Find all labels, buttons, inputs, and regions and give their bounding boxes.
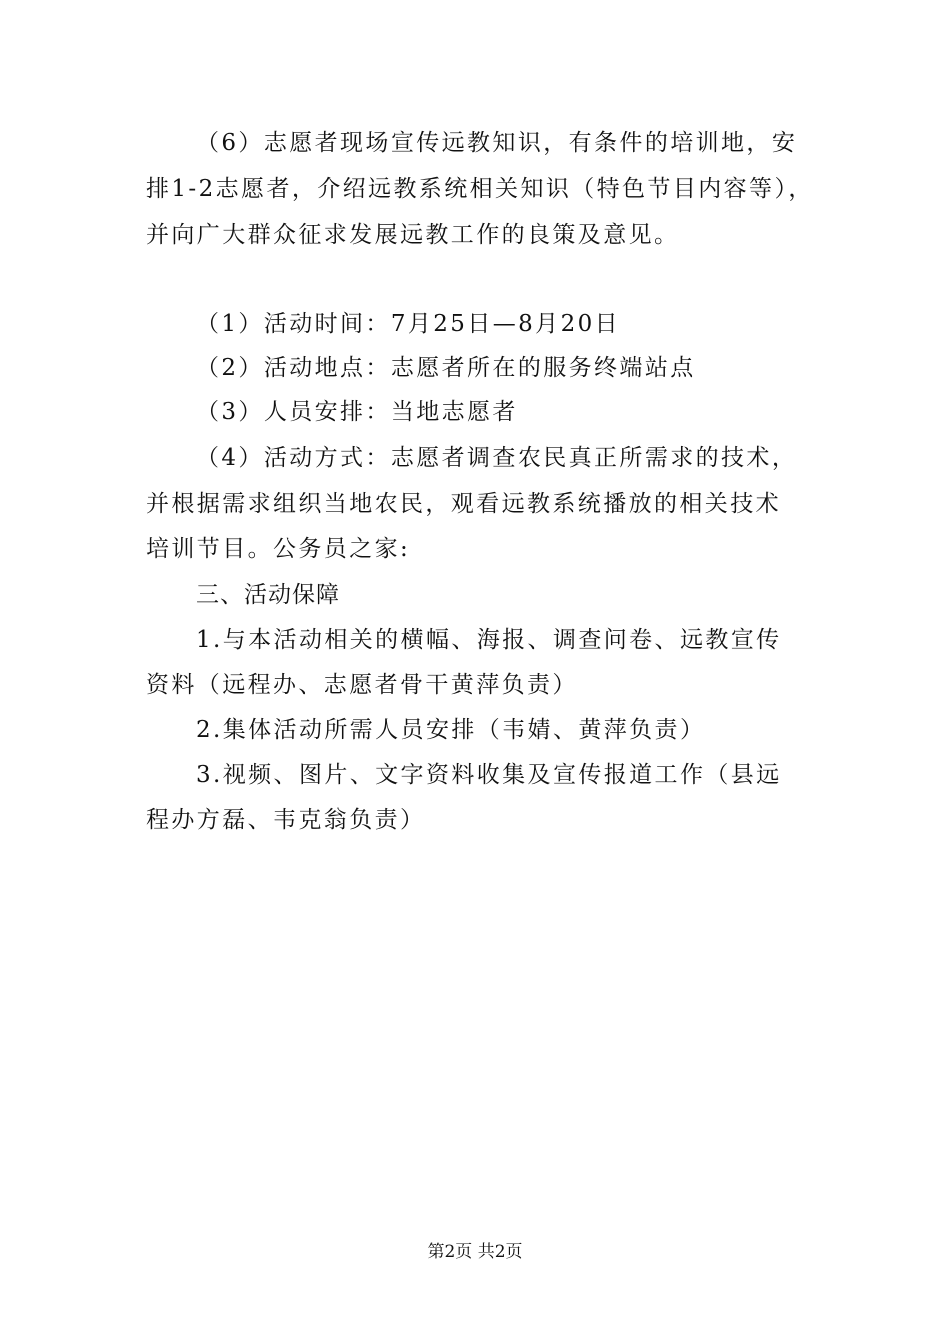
staff-arrangement: （3）人员安排：当地志愿者 bbox=[196, 399, 518, 425]
paragraph-6-line-3: 并向广大群众征求发展远教工作的良策及意见。 bbox=[146, 222, 680, 248]
activity-method-line-2: 并根据需求组织当地农民，观看远教系统播放的相关技术 bbox=[146, 491, 781, 517]
guarantee-item-3-line-2: 程办方磊、韦克翁负责） bbox=[146, 807, 426, 833]
page-number-footer: 第2页 共2页 bbox=[427, 1242, 523, 1262]
activity-method-line-3: 培训节目。公务员之家: bbox=[146, 536, 411, 562]
activity-method-line-1: （4）活动方式：志愿者调查农民真正所需求的技术， bbox=[196, 445, 798, 471]
guarantee-item-1-line-1: 1.与本活动相关的横幅、海报、调查问卷、远教宣传 bbox=[196, 627, 782, 653]
guarantee-item-2: 2.集体活动所需人员安排（韦婧、黄萍负责） bbox=[196, 717, 706, 743]
guarantee-item-1-line-2: 资料（远程办、志愿者骨干黄萍负责） bbox=[146, 672, 578, 698]
paragraph-6-line-2: 排1-2志愿者，介绍远教系统相关知识（特色节目内容等）， bbox=[146, 176, 814, 202]
guarantee-item-3-line-1: 3.视频、图片、文字资料收集及宣传报道工作（县远 bbox=[196, 762, 782, 788]
section-heading: 三、活动保障 bbox=[196, 582, 340, 608]
activity-location: （2）活动地点：志愿者所在的服务终端站点 bbox=[196, 355, 696, 381]
paragraph-6-line-1: （6）志愿者现场宣传远教知识，有条件的培训地，安 bbox=[196, 130, 798, 156]
activity-time: （1）活动时间：7月25日—8月20日 bbox=[196, 311, 621, 337]
